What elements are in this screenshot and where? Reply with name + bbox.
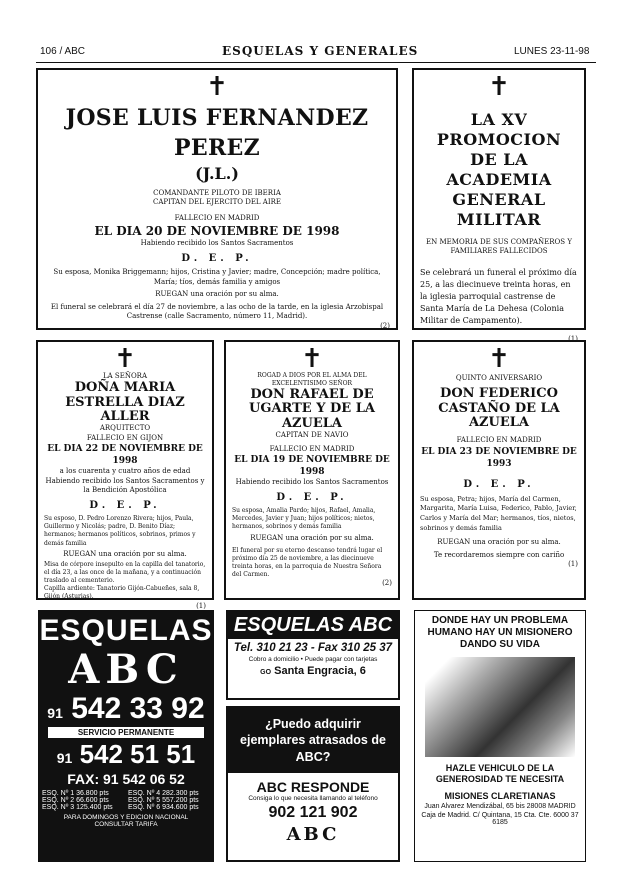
ad-back-issues <box>226 706 400 862</box>
prayer-request: RUEGAN una oración por su alma. <box>437 537 561 546</box>
phone-primary: 91 542 33 92 <box>47 692 205 725</box>
age: a los cuarenta y cuatro años de edad <box>59 467 191 476</box>
cross-icon: ✝ <box>114 344 136 374</box>
ad-answer-sub: Consiga lo que necesita llamando al teléfono <box>248 794 378 802</box>
ad-title: ESQUELAS ABC <box>228 612 398 639</box>
obituary-xv-promocion <box>412 68 586 343</box>
family-list: Su esposa, Monika Briggemann; hijos, Cristina y Javier; madre, Concepción; madre política, María; tíos, demás familia y amigos <box>53 268 381 286</box>
remember-line: Te recordaremos siempre con cariño <box>433 550 565 559</box>
honorific: LA SEÑORA <box>102 372 148 380</box>
ad-org: MISIONES CLARETIANAS <box>444 790 556 801</box>
funeral-info: Misa de córpore insepulto en la capilla del tanatorio, el día 23, a las once de la mañana, y a continuación traslado al cementerio. <box>44 561 206 585</box>
died-in: FALLECIO EN GIJON <box>86 433 164 442</box>
ad-note: Cobro a domicilio • Puede pagar con tarjetas <box>248 656 378 663</box>
prayer-request: RUEGAN una oración por su alma. <box>155 290 279 299</box>
funeral-info: El funeral se celebrará el día 27 de noviembre, a las ocho de la tarde, en la iglesia Arzobispal Castrense (calle Sacramento, número 11, Madrid). <box>50 302 384 321</box>
died-in: FALLECIO EN MADRID <box>456 436 542 445</box>
death-date: EL DIA 19 DE NOVIEMBRE DE 1998 <box>234 454 390 478</box>
family-list: Su esposa, Amalia Pardo; hijos, Rafael, Amalia, Mercedes, Javier y Juan; hijos políticos; nietos, hermanos, sobrinos y demás familia <box>232 507 376 531</box>
page-section-label: 106 / ABC <box>40 46 86 57</box>
deceased-name: DON RAFAEL DE UGARTE Y DE LA AZUELA <box>249 387 375 431</box>
sacraments: Habiendo recibido los Santos Sacramentos y la Bendición Apostólica <box>45 476 205 495</box>
died-in: FALLECIO EN MADRID <box>174 213 260 222</box>
rank: CAPITAN DE NAVIO <box>275 431 349 440</box>
obituary-castano <box>412 340 586 600</box>
prayer-request: RUEGAN una oración por su alma. <box>63 549 187 558</box>
cross-icon: ✝ <box>206 72 228 102</box>
obituary-fernandez-perez <box>36 68 398 330</box>
family-list: Su esposo, D. Pedro Lorenzo Rivera; hijos, Paula, Guillermo y Nicolás; padre, D. Benito Díaz; hermanos; hermanos políticos, sobrinos, primos y demás familia <box>44 515 196 547</box>
ad-photo <box>425 657 575 757</box>
ad-code: (1) <box>568 334 578 343</box>
funeral-info: El funeral por su eterno descanso tendrá lugar el próximo día 25 de noviembre, a las diecinueve treinta horas, en la parroquia de Nuestra Señora del Carmen. <box>232 546 383 579</box>
sacraments: Habiendo recibido los Santos Sacramentos <box>140 239 294 248</box>
ad-brand-logo: ABC <box>68 646 184 693</box>
cross-icon: ✝ <box>488 72 510 102</box>
ad-question: ¿Puedo adquirir ejemplares atrasados de ABC? <box>228 708 398 773</box>
cross-icon: ✝ <box>301 344 323 374</box>
deceased-name: DOÑA MARIA ESTRELLA DIAZ ALLER <box>65 380 185 425</box>
ad-code: (2) <box>380 321 390 330</box>
death-date: EL DIA 23 DE NOVIEMBRE DE 1993 <box>421 446 577 469</box>
price-list: ESQ. Nº 1 36.800 pts ESQ. Nº 4 282.300 pts ESQ. Nº 2 66.600 pts ESQ. Nº 5 557.200 pts ESQ. Nº 3 125.400 pts ESQ. Nº 6 934.600 pts <box>42 789 199 811</box>
ad-call: HAZLE VEHICULO DE LA GENEROSIDAD TE NECESITA <box>435 763 565 784</box>
ad-address: GO Santa Engracia, 6 <box>260 665 366 677</box>
ad-address: Juan Alvarez Mendizábal, 65 bis 28008 MADRID <box>424 802 576 810</box>
deceased-name: DON FEDERICO CASTAÑO DE LA AZUELA <box>438 386 560 431</box>
deceased-name: JOSE LUIS FERNANDEZ PEREZ <box>65 105 369 161</box>
memory-line: EN MEMORIA DE SUS COMPAÑEROS Y FAMILIARES FALLECIDOS <box>426 238 572 256</box>
died-in: FALLECIO EN MADRID <box>269 444 355 453</box>
section-title: ESQUELAS Y GENERALES <box>222 44 419 58</box>
ad-title: ESQUELAS <box>39 614 213 647</box>
promo-line-1: LA XV PROMOCION <box>436 110 562 149</box>
honorific: ROGAD A DIOS POR EL ALMA DEL EXCELENTISIMO SEÑOR <box>257 372 367 388</box>
death-date: EL DIA 20 DE NOVIEMBRE DE 1998 <box>94 224 340 239</box>
ad-code: (2) <box>382 579 392 588</box>
ad-phones: Tel. 310 21 23 - Fax 310 25 37 <box>233 642 393 654</box>
prayer-request: RUEGAN una oración por su alma. <box>250 534 374 543</box>
ad-esquelas-abc-office <box>226 610 400 700</box>
page-date: LUNES 23-11-98 <box>514 46 590 57</box>
sacraments: Habiendo recibido los Santos Sacramentos <box>235 478 389 487</box>
funeral-info: Se celebrará un funeral el próximo día 25, a las diecinueve treinta horas, en la iglesia parroquial castrense de Santa María de La Dehesa (Colonia Militar de Campamento). <box>420 267 577 325</box>
family-list: Su esposa, Petra; hijos, María del Carmen, Margarita, María Luisa, Federico, Pablo, Javier, Carlos y María del Mar; hermanos, tíos, nietos, sobrinos y demás familia <box>420 494 577 532</box>
deceased-title-1: COMANDANTE PILOTO DE IBERIA <box>153 188 281 197</box>
header-divider <box>36 62 596 63</box>
ad-missionaries <box>414 610 586 862</box>
dep-label: D. E. P. <box>181 252 253 264</box>
ad-code: (1) <box>568 560 578 569</box>
obituary-diaz-aller <box>36 340 214 610</box>
ad-phone: 902 121 902 <box>268 803 358 821</box>
tanatorio-info: Capilla ardiente: Tanatorio Gijón-Cabueñes, sala 8, Gijón (Asturias). <box>44 585 200 601</box>
dep-label: D. E. P. <box>463 479 535 491</box>
ad-brand-logo: ABC <box>286 823 340 845</box>
ad-answer-title: ABC RESPONDE <box>256 778 370 795</box>
profession: ARQUITECTO <box>99 424 151 433</box>
obituary-ugarte <box>224 340 400 600</box>
promo-line-3: GENERAL MILITAR <box>452 190 546 229</box>
ad-code: (1) <box>196 601 206 610</box>
service-label: SERVICIO PERMANENTE <box>48 727 204 738</box>
anniversary-label: QUINTO ANIVERSARIO <box>455 374 543 382</box>
dep-label: D. E. P. <box>89 499 161 511</box>
ad-footer: PARA DOMINGOS Y EDICION NACIONAL CONSULTAR TARIFA <box>63 813 189 828</box>
promo-line-2: DE LA ACADEMIA <box>446 150 552 189</box>
death-date: EL DIA 22 DE NOVIEMBRE DE 1998 <box>47 444 203 467</box>
cross-icon: ✝ <box>488 344 510 374</box>
fax-number: FAX: 91 542 06 52 <box>67 770 185 787</box>
ad-esquelas-abc-black <box>38 610 214 862</box>
deceased-title-2: CAPITAN DEL EJERCITO DEL AIRE <box>152 198 282 207</box>
ad-account: Caja de Madrid. C/ Quintana, 15 Cta. Cte. 6000 37 6185 <box>421 811 579 826</box>
dep-label: D. E. P. <box>276 491 348 503</box>
ad-heading: DONDE HAY UN PROBLEMA HUMANO HAY UN MISIONERO DANDO SU VIDA <box>427 615 573 650</box>
deceased-initials: (J.L.) <box>195 164 239 184</box>
phone-secondary: 91 542 51 51 <box>56 739 196 769</box>
